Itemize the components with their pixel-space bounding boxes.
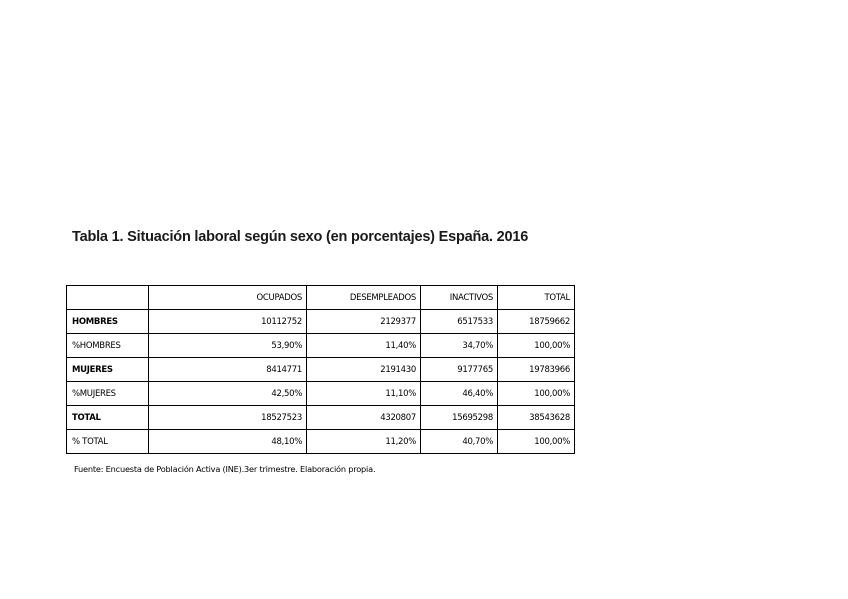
table-cell: 38543628 — [498, 406, 575, 430]
row-label: % TOTAL — [67, 430, 149, 454]
header-cell-ocupados: OCUPADOS — [149, 286, 307, 310]
table-cell: 9177765 — [421, 358, 498, 382]
source-note: Fuente: Encuesta de Población Activa (INE).3er trimestre. Elaboración propia. — [74, 464, 376, 474]
table-row — [67, 334, 575, 358]
table-cell: 53,90% — [149, 334, 307, 358]
table-cell: 46,40% — [421, 382, 498, 406]
table-row — [67, 430, 575, 454]
table-cell: 100,00% — [498, 382, 575, 406]
table-row — [67, 358, 575, 382]
table-cell: 11,20% — [307, 430, 421, 454]
table-cell: 48,10% — [149, 430, 307, 454]
table-cell: 4320807 — [307, 406, 421, 430]
row-label: MUJERES — [67, 358, 149, 382]
table-cell: 2191430 — [307, 358, 421, 382]
table-cell: 18527523 — [149, 406, 307, 430]
table-cell: 100,00% — [498, 334, 575, 358]
header-cell-empty — [67, 286, 149, 310]
table-cell: 15695298 — [421, 406, 498, 430]
table-header-row — [67, 286, 575, 310]
table-cell: 2129377 — [307, 310, 421, 334]
header-cell-total: TOTAL — [498, 286, 575, 310]
table-cell: 19783966 — [498, 358, 575, 382]
row-label: TOTAL — [67, 406, 149, 430]
table-row — [67, 382, 575, 406]
table-cell: 11,10% — [307, 382, 421, 406]
table-cell: 6517533 — [421, 310, 498, 334]
table-cell: 34,70% — [421, 334, 498, 358]
row-label: %MUJERES — [67, 382, 149, 406]
table-cell: 11,40% — [307, 334, 421, 358]
row-label: HOMBRES — [67, 310, 149, 334]
table-row — [67, 406, 575, 430]
labor-situation-table — [66, 285, 575, 454]
table-cell: 100,00% — [498, 430, 575, 454]
table-cell: 40,70% — [421, 430, 498, 454]
table-cell: 42,50% — [149, 382, 307, 406]
header-cell-desempleados: DESEMPLEADOS — [307, 286, 421, 310]
table-cell: 18759662 — [498, 310, 575, 334]
header-cell-inactivos: INACTIVOS — [421, 286, 498, 310]
table-title: Tabla 1. Situación laboral según sexo (en porcentajes) España. 2016 — [72, 229, 529, 245]
table-cell: 10112752 — [149, 310, 307, 334]
table-row — [67, 310, 575, 334]
row-label: %HOMBRES — [67, 334, 149, 358]
table-cell: 8414771 — [149, 358, 307, 382]
